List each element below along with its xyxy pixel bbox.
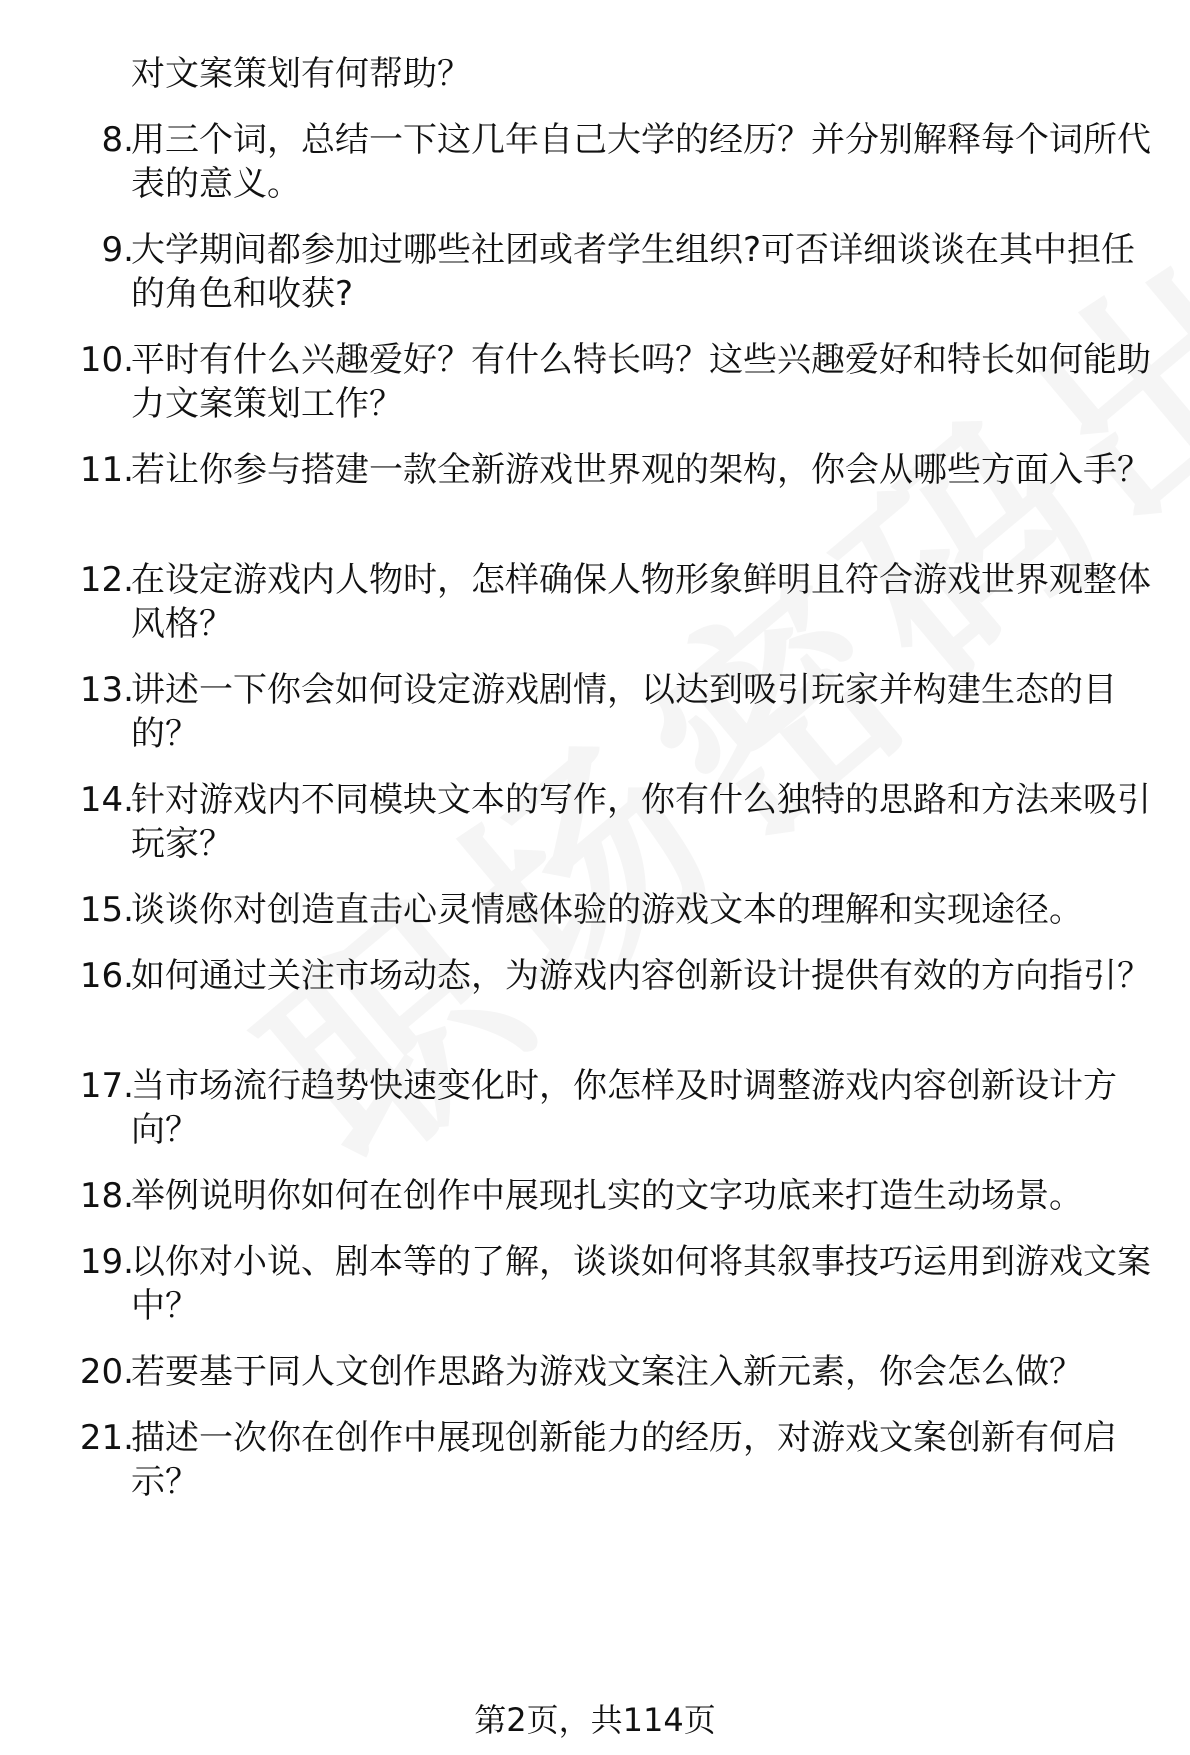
question-text: 如何通过关注市场动态，为游戏内容创新设计提供有效的方向指引？ [131, 956, 1151, 996]
question-number: 13. [79, 670, 134, 710]
question-number: 16. [79, 956, 134, 996]
question-number: 17. [79, 1066, 134, 1106]
question-number: 12. [79, 560, 134, 600]
question-number: 8. [101, 120, 134, 160]
question-text: 举例说明你如何在创作中展现扎实的文字功底来打造生动场景。 [131, 1176, 1083, 1216]
question-text: 若让你参与搭建一款全新游戏世界观的架构，你会从哪些方面入手？ [131, 450, 1151, 490]
question-text: 大学期间都参加过哪些社团或者学生组织?可否详细谈谈在其中担任的角色和收获? [131, 230, 1136, 314]
question-text: 平时有什么兴趣爱好？有什么特长吗？这些兴趣爱好和特长如何能助力文案策划工作？ [131, 340, 1151, 424]
question-number: 11. [79, 450, 134, 490]
question-number: 18. [79, 1176, 134, 1216]
page-footer: 第2页，共114页 [474, 1701, 716, 1739]
question-number: 19. [79, 1242, 134, 1282]
question-number: 20. [79, 1352, 134, 1392]
question-text: 若要基于同人文创作思路为游戏文案注入新元素，你会怎么做？ [131, 1352, 1083, 1392]
question-text: 讲述一下你会如何设定游戏剧情，以达到吸引玩家并构建生态的目的？ [131, 670, 1117, 754]
question-text: 谈谈你对创造直击心灵情感体验的游戏文本的理解和实现途径。 [131, 890, 1083, 930]
question-number: 14. [79, 780, 134, 820]
question-text: 在设定游戏内人物时，怎样确保人物形象鲜明且符合游戏世界观整体风格？ [131, 560, 1151, 644]
question-number: 10. [79, 340, 134, 380]
question-text: 用三个词，总结一下这几年自己大学的经历？并分别解释每个词所代表的意义。 [131, 120, 1151, 204]
question-text: 以你对小说、剧本等的了解，谈谈如何将其叙事技巧运用到游戏文案中？ [131, 1242, 1151, 1326]
question-text: 当市场流行趋势快速变化时，你怎样及时调整游戏内容创新设计方向？ [131, 1066, 1117, 1150]
question-text: 描述一次你在创作中展现创新能力的经历，对游戏文案创新有何启示？ [131, 1418, 1117, 1502]
question-number: 15. [79, 890, 134, 930]
question-number: 9. [101, 230, 134, 270]
question-number: 21. [79, 1418, 134, 1458]
question-text: 针对游戏内不同模块文本的写作，你有什么独特的思路和方法来吸引玩家？ [131, 780, 1151, 864]
question-continuation: 对文案策划有何帮助？ [131, 54, 471, 94]
